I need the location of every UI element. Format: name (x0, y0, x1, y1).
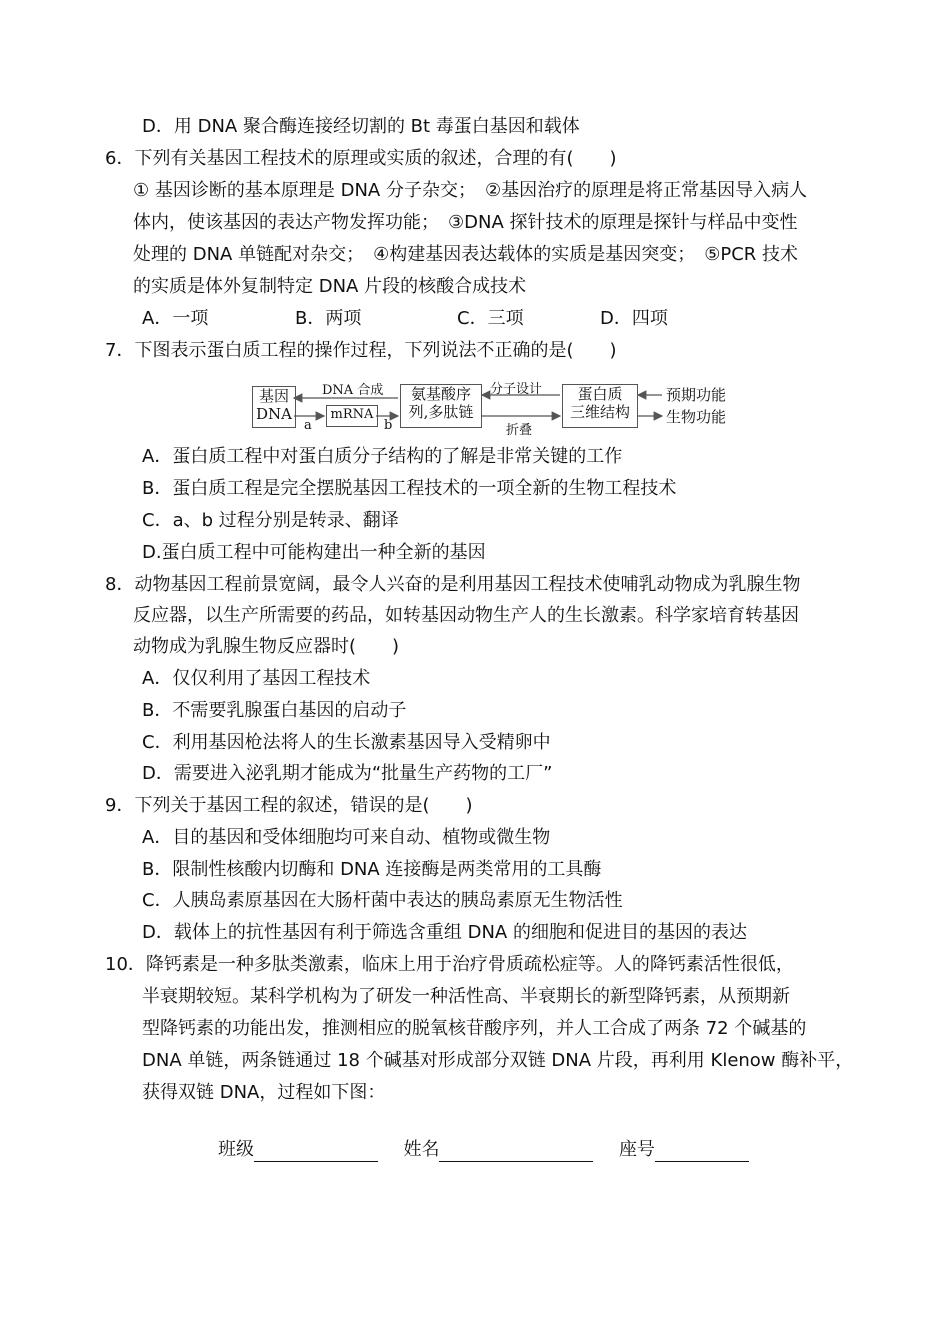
mrna-box-label: mRNA (330, 407, 374, 422)
q7-option-d: D.蛋白质工程中可能构建出一种全新的基因 (142, 542, 486, 563)
name-blank[interactable] (439, 1141, 593, 1162)
label-biological-function: 生物功能 (666, 408, 727, 426)
q6-option-b: B．两项 (295, 308, 362, 329)
q9-option-a: A．目的基因和受体细胞均可来自动、植物或微生物 (142, 827, 551, 848)
protein-structure-box-line1: 蛋白质 (577, 385, 623, 403)
q8-option-b: B．不需要乳腺蛋白基因的启动子 (142, 700, 407, 721)
label-expected-function: 预期功能 (666, 386, 727, 404)
label-folding: 折叠 (506, 423, 533, 438)
q7-option-c: C．a、b 过程分别是转录、翻译 (142, 510, 399, 531)
class-label: 班级 (218, 1139, 254, 1160)
footer (218, 1138, 749, 1162)
label-b: b (384, 418, 393, 433)
q6-stem: 6．下列有关基因工程技术的原理或实质的叙述，合理的有( ) (105, 148, 617, 169)
label-molecular-design: 分子设计 (490, 382, 543, 397)
mrna-box (326, 405, 378, 427)
q9-stem: 9．下列关于基因工程的叙述，错误的是( ) (105, 795, 473, 816)
q6-option-a: A．一项 (142, 308, 209, 329)
seat-blank[interactable] (655, 1141, 749, 1162)
protein-structure-box-line2: 三维结构 (569, 403, 630, 421)
class-blank[interactable] (254, 1141, 378, 1162)
amino-acid-box-line1: 氨基酸序 (410, 385, 471, 403)
q10-body-line: 型降钙素的功能出发，推测相应的脱氧核苷酸序列，并人工合成了两条 72 个碱基的 (142, 1018, 807, 1039)
gene-dna-box (252, 386, 296, 428)
amino-acid-box-line2: 列,多肽链 (408, 403, 474, 421)
q6-option-c: C．三项 (457, 308, 524, 329)
q7-option-b: B．蛋白质工程是完全摆脱基因工程技术的一项全新的生物工程技术 (142, 478, 677, 499)
q9-option-d: D．载体上的抗性基因有利于筛选含重组 DNA 的细胞和促进目的基因的表达 (142, 922, 747, 943)
q6-body-line: 的实质是体外复制特定 DNA 片段的核酸合成技术 (133, 276, 527, 297)
q8-option-d: D．需要进入泌乳期才能成为“批量生产药物的工厂” (142, 763, 553, 784)
q8-option-a: A．仅仅利用了基因工程技术 (142, 668, 371, 689)
q10-body-line: 半衰期较短。某科学机构为了研发一种活性高、半衰期长的新型降钙素，从预期新 (142, 986, 790, 1007)
q8-option-c: C．利用基因枪法将人的生长激素基因导入受精卵中 (142, 732, 551, 753)
q7-option-a: A．蛋白质工程中对蛋白质分子结构的了解是非常关键的工作 (142, 446, 623, 467)
q8-body-line: 反应器，以生产所需要的药品，如转基因动物生产人的生长激素。科学家培育转基因 (133, 605, 799, 626)
protein-engineering-diagram (250, 378, 740, 438)
q10-body-line: 获得双链 DNA，过程如下图： (142, 1082, 386, 1103)
name-label: 姓名 (403, 1139, 440, 1160)
q10-body-line: DNA 单链，两条链通过 18 个碱基对形成部分双链 DNA 片段，再利用 Klenow 酶补平， (142, 1050, 854, 1071)
label-a: a (304, 418, 312, 433)
q6-body-line: 处理的 DNA 单链配对杂交； ④构建基因表达载体的实质是基因突变； ⑤PCR 技术 (133, 244, 799, 265)
label-dna-synthesis: DNA 合成 (322, 383, 384, 398)
q8-body-line: 动物成为乳腺生物反应器时( ) (133, 636, 400, 657)
q9-option-c: C．人胰岛素原基因在大肠杆菌中表达的胰岛素原无生物活性 (142, 890, 623, 911)
q6-body-line: 体内，使该基因的表达产物发挥功能； ③DNA 探针技术的原理是探针与样品中变性 (133, 212, 798, 233)
q9-option-b: B．限制性核酸内切酶和 DNA 连接酶是两类常用的工具酶 (142, 859, 602, 880)
gene-dna-box-line1: 基因 (258, 387, 289, 405)
q10-body-line: 10．降钙素是一种多肽类激素，临床上用于治疗骨质疏松症等。人的降钙素活性很低， (105, 954, 794, 975)
q5-option-d: D．用 DNA 聚合酶连接经切割的 Bt 毒蛋白基因和载体 (142, 116, 580, 137)
seat-label: 座号 (618, 1139, 655, 1160)
amino-acid-box (400, 384, 482, 428)
q8-body-line: 8．动物基因工程前景宽阔，最令人兴奋的是利用基因工程技术使哺乳动物成为乳腺生物 (105, 574, 801, 595)
q6-option-d: D．四项 (600, 308, 668, 329)
gene-dna-box-line2: DNA (256, 405, 292, 423)
q7-stem: 7．下图表示蛋白质工程的操作过程，下列说法不正确的是( ) (105, 340, 617, 361)
q6-body-line: ① 基因诊断的基本原理是 DNA 分子杂交； ②基因治疗的原理是将正常基因导入病人 (133, 180, 808, 201)
protein-structure-box (562, 384, 638, 428)
